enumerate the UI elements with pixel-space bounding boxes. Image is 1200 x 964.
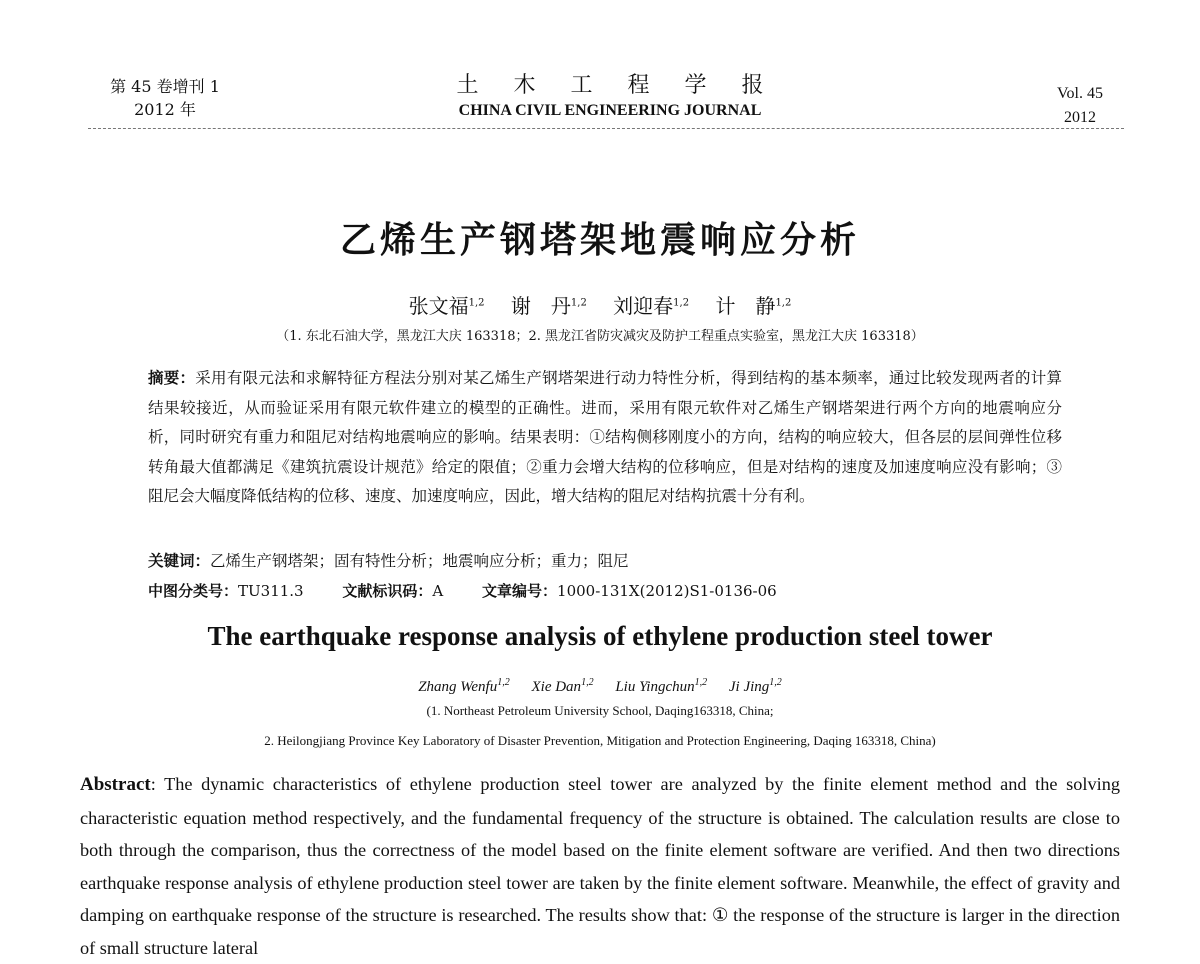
author-cn <box>511 294 587 318</box>
paper-title-cn: 乙烯生产钢塔架地震响应分析 <box>339 220 860 261</box>
journal-name-cn: 土 木 工 程 学 报 <box>456 73 778 98</box>
keywords-label-cn: 关键词： <box>148 552 211 570</box>
author-affiliation-mark: 1,2 <box>694 677 708 688</box>
journal-name-en: CHINA CIVIL ENGINEERING JOURNAL <box>458 102 762 119</box>
author-affiliation-mark: 1,2 <box>570 297 587 309</box>
author-name: Zhang Wenfu <box>418 679 498 695</box>
document-code-label: 文献标识码： <box>342 582 433 600</box>
abstract-text-en: The dynamic characteristics of ethylene production steel tower are analyzed by the finite element method and the solving characteristic equation method respectively, and the fundamental frequency of the structure is obtained. The calculation results are close to both through the comparison, thus the correctness of the model based on the finite element software are verified. And then two directions earthquake response analysis of ethylene production steel tower are taken by the finite element software. Meanwhile, the effect of gravity and damping on earthquake response of the structure is researched. The results show that: ① the response of the structure is larger in the direction of small structure lateral <box>80 774 1120 958</box>
affiliation-en-1: (1. Northeast Petroleum University School, Daqing163318, China; <box>426 703 774 718</box>
document-code-value: A <box>432 582 444 600</box>
author-cn <box>409 294 485 318</box>
author-name: Ji Jing <box>728 679 770 695</box>
author-affiliation-mark: 1,2 <box>468 297 485 309</box>
author-cn <box>613 294 689 318</box>
abstract-label-cn: 摘要： <box>148 369 196 387</box>
author-name: Liu Yingchun <box>615 679 695 695</box>
author-cn <box>715 294 791 318</box>
author-affiliation-mark: 1,2 <box>775 297 792 309</box>
abstract-label-en: Abstract <box>80 774 151 795</box>
keywords-text-cn: 乙烯生产钢塔架；固有特性分析；地震响应分析；重力；阻尼 <box>210 552 629 570</box>
keywords-cn <box>148 549 629 571</box>
abstract-separator: : <box>150 774 165 794</box>
header-divider <box>88 128 1124 129</box>
year-label-en: 2012 <box>1064 109 1096 126</box>
author-en <box>729 679 782 695</box>
author-affiliation-mark: 1,2 <box>673 297 690 309</box>
paper-title-en: The earthquake response analysis of ethylene production steel tower <box>207 621 993 651</box>
author-en <box>531 679 593 695</box>
volume-label-en: Vol. 45 <box>1057 85 1103 102</box>
article-number <box>482 582 777 600</box>
article-number-value: 1000-131X(2012)S1-0136-06 <box>557 582 777 600</box>
abstract-text-cn: 采用有限元法和求解特征方程法分别对某乙烯生产钢塔架进行动力特性分析，得到结构的基本频率，通过比较发现两者的计算结果较接近，从而验证采用有限元软件建立的模型的正确性。进而，采用有限元软件对乙烯生产钢塔架进行两个方向的地震响应分析，同时研究有重力和阻尼对结构地震响应的影响。结果表明：①结构侧移刚度小的方向，结构的响应较大，但各层的层间弹性位移转角最大值都满足《建筑抗震设计规范》给定的限值；②重力会增大结构的位移响应，但是对结构的速度及加速度响应没有影响；③阻尼会大幅度降低结构的位移、速度、加速度响应，因此，增大结构的阻尼对结构抗震十分有利。 <box>148 369 1062 505</box>
affiliation-en-2: 2. Heilongjiang Province Key Laboratory of Disaster Prevention, Mitigation and Protection Engineering, Daqing 163318, China) <box>264 733 936 748</box>
author-en <box>615 679 707 695</box>
author-name: 谢 丹 <box>510 294 571 318</box>
author-name: 张文福 <box>408 294 469 318</box>
author-affiliation-mark: 1,2 <box>581 677 594 688</box>
clc-number <box>148 582 304 600</box>
clc-value: TU311.3 <box>238 582 304 600</box>
classification-line <box>148 580 811 601</box>
abstract-cn <box>148 364 1062 512</box>
volume-label-cn: 第 45 卷增刊 1 <box>110 77 220 96</box>
author-en <box>418 679 510 695</box>
document-code <box>342 582 443 600</box>
author-list-en <box>0 677 1200 696</box>
author-affiliation-mark: 1,2 <box>769 677 782 688</box>
affiliation-cn: （1. 东北石油大学，黑龙江大庆 163318；2. 黑龙江省防灾减灾及防护工程重点实验室，黑龙江大庆 163318） <box>276 329 924 344</box>
abstract-en <box>80 768 1120 964</box>
clc-label: 中图分类号： <box>148 582 239 600</box>
journal-volume-cn <box>100 75 230 121</box>
author-name: 计 静 <box>715 294 776 318</box>
author-name: 刘迎春 <box>613 294 674 318</box>
journal-name <box>400 73 820 120</box>
journal-volume-en <box>1030 82 1130 130</box>
year-label-cn: 2012 年 <box>134 100 196 119</box>
author-name: Xie Dan <box>531 679 582 695</box>
author-list-cn <box>0 290 1200 319</box>
article-number-label: 文章编号： <box>482 582 558 600</box>
author-affiliation-mark: 1,2 <box>497 677 510 688</box>
